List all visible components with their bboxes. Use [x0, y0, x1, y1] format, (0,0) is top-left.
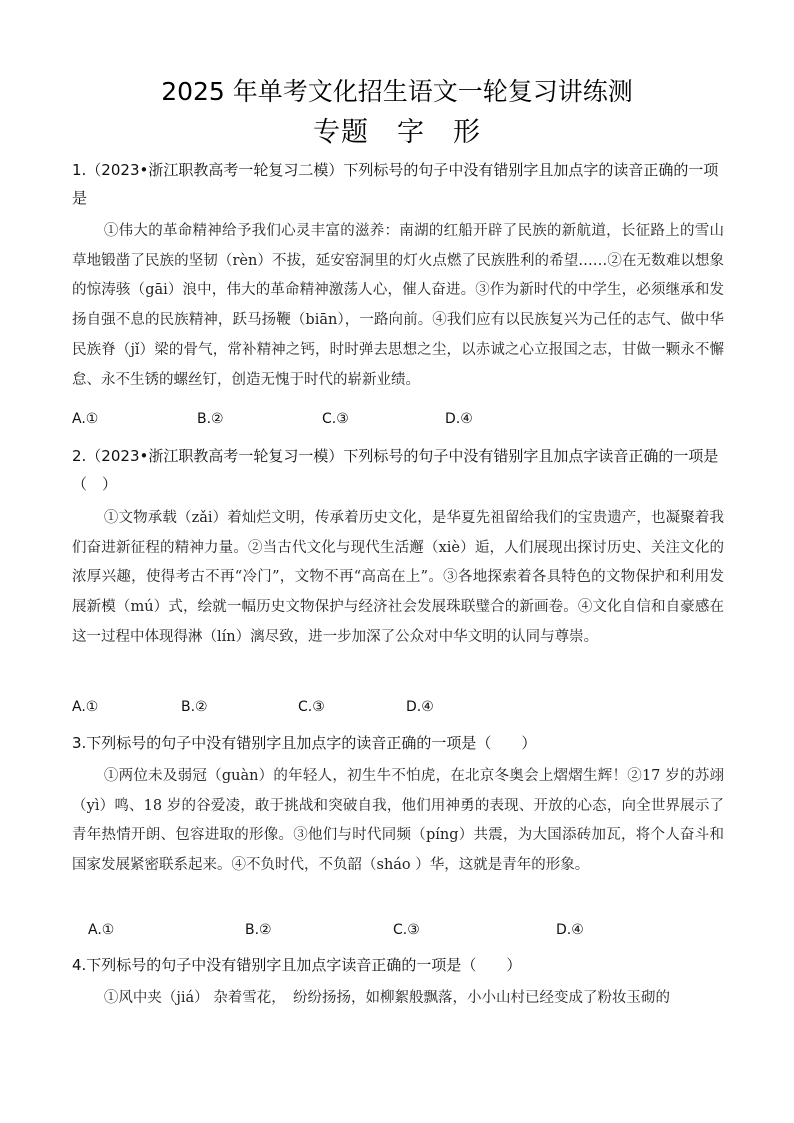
- option-b[interactable]: B.②: [245, 922, 272, 938]
- question-1-passage: ①伟大的革命精神给予我们心灵丰富的滋养：南湖的红船开辟了民族的新航道，长征路上的雪山草地锻凿了民族的坚韧（rèn）不拔，延安窑洞里的灯火点燃了民族胜利的希望……②在无数难以想象的惊涛骇（gāi）浪中，伟大的革命精神激荡人心，催人奋进。③作为新时代的中学生，必须继承和发扬自强不息的民族精神，跃马扬鞭（biān），一路向前。④我们应有以民族复兴为己任的志气、做中华民族脊（jǐ）梁的骨气，常补精神之钙，时时弹去思想之尘，以赤诚之心立报国之志，甘做一颗永不懈怠、永不生锈的螺丝钉，创造无愧于时代的崭新业绩。: [72, 223, 724, 388]
- question-4-passage: ①风中夹（jiá） 杂着雪花， 纷纷扬扬，如柳絮般飘落，小小山村已经变成了粉妆玉砌的: [103, 990, 671, 1006]
- option-b[interactable]: B.②: [181, 699, 208, 715]
- question-1-stem: 1.（2023•浙江职教高考一轮复习二模）下列标号的句子中没有错别字且加点字的读音正确的一项是: [72, 161, 719, 207]
- question-1-options: [72, 411, 724, 435]
- option-c[interactable]: C.③: [298, 699, 325, 715]
- document-title: 2025 年单考文化招生语文一轮复习讲练测: [161, 77, 633, 106]
- document-subtitle: 专题 字 形: [313, 117, 481, 148]
- question-2-stem: 2.（2023•浙江职教高考一轮复习一模）下列标号的句子中没有错别字且加点字读音正确的一项是（ ）: [72, 447, 719, 493]
- question-3-stem: 3.下列标号的句子中没有错别字且加点字的读音正确的一项是（ ）: [72, 734, 537, 752]
- option-c[interactable]: C.③: [322, 411, 349, 427]
- option-d[interactable]: D.④: [406, 699, 434, 715]
- option-a[interactable]: A.①: [72, 699, 99, 715]
- option-d[interactable]: D.④: [556, 922, 584, 938]
- question-2-options: [72, 699, 724, 723]
- question-3-passage: ①两位未及弱冠（guàn）的年轻人，初生牛不怕虎，在北京冬奥会上熠熠生辉！②17 岁的苏翊（yì）鸣、18 岁的谷爱凌，敢于挑战和突破自我，他们用神勇的表现、开放的心态，向全世界展示了青年热情开朗、包容进取的形像。③他们与时代同频（píng）共震，为大国添砖加瓦，将个人奋斗和国家发展紧密联系起来。④不负时代，不负韶（sháo ）华，这就是青年的形象。: [72, 768, 724, 874]
- option-a[interactable]: A.①: [72, 411, 99, 427]
- option-c[interactable]: C.③: [393, 922, 420, 938]
- question-3-options: [72, 922, 724, 946]
- option-d[interactable]: D.④: [445, 411, 473, 427]
- question-4-stem: 4.下列标号的句子中没有错别字且加点字读音正确的一项是（ ）: [72, 956, 522, 974]
- option-a[interactable]: A.①: [88, 922, 115, 938]
- question-2-passage: ①文物承载（zǎi）着灿烂文明，传承着历史文化，是华夏先祖留给我们的宝贵遗产，也凝聚着我们奋进新征程的精神力量。②当古代文化与现代生活邂（xiè）逅，人们展现出探讨历史、关注文化的浓厚兴趣，使得考古不再“冷门”，文物不再“高高在上”。③各地探索着各具特色的文物保护和利用发展新模（mú）式，绘就一幅历史文物保护与经济社会发展珠联璧合的新画卷。④文化自信和自豪感在这一过程中体现得淋（lín）漓尽致，进一步加深了公众对中华文明的认同与尊崇。: [72, 510, 724, 645]
- option-b[interactable]: B.②: [197, 411, 224, 427]
